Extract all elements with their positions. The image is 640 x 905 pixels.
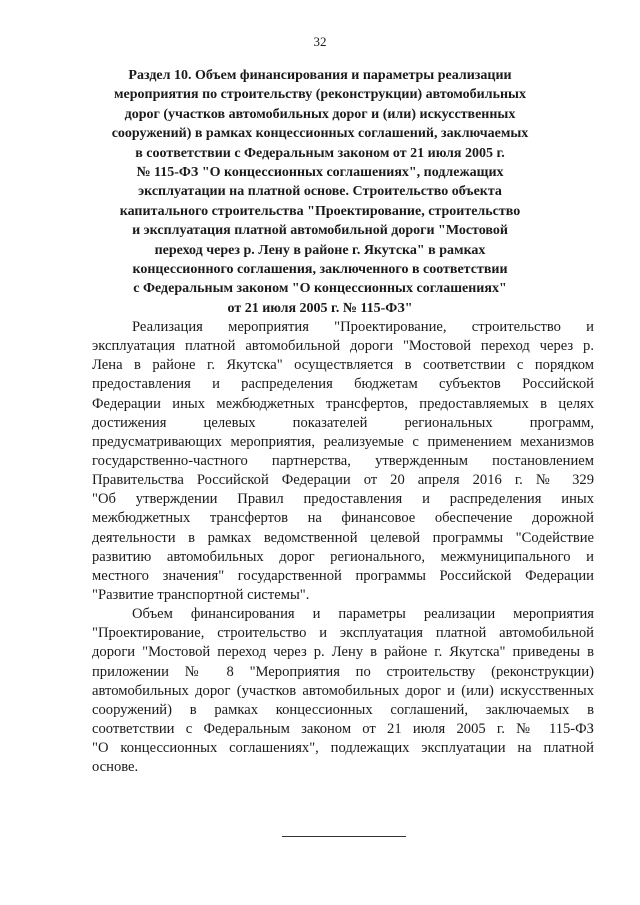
paragraph-line: "О концессионных соглашениях", подлежащих эксплуатации на платной — [92, 740, 594, 757]
heading-line: сооружений) в рамках концессионных соглашений, заключаемых — [111, 126, 529, 142]
paragraph-implementation — [92, 318, 594, 605]
footnote-separator — [282, 836, 406, 837]
paragraph-line: Правительства Российской Федерации от 20 апреля 2016 г. № 329 — [92, 472, 594, 489]
paragraph-line: государственно-частного партнерства, утвержденным постановлением — [92, 452, 594, 469]
page-number: 32 — [313, 34, 327, 49]
section-heading — [90, 66, 550, 318]
paragraph-line: предусматривающих мероприятия, реализуемые с применением механизмов — [92, 433, 594, 450]
heading-line: концессионного соглашения, заключенного в соответствии — [132, 262, 508, 278]
paragraph-line: предоставления и распределения бюджетам субъектов Российской — [92, 376, 594, 393]
paragraph-line: приложении № 8 "Мероприятия по строительству (реконструкции) — [92, 663, 594, 680]
paragraph-line: Объем финансирования и параметры реализации мероприятия — [132, 606, 594, 623]
paragraph-line: межбюджетных трансфертов на финансовое обеспечение дорожной — [92, 510, 594, 527]
paragraph-line: дороги "Мостовой переход через р. Лену в районе г. Якутска" приведены в — [92, 644, 594, 661]
paragraph-line: Лена в районе г. Якутска" осуществляется в соответствии с порядком — [92, 357, 594, 374]
paragraph-line: сооружений) в рамках концессионных соглашений, заключаемых в — [92, 701, 594, 718]
paragraph-line: основе. — [92, 759, 139, 776]
heading-line: дорог (участков автомобильных дорог и (или) искусственных — [124, 106, 516, 122]
heading-line: Раздел 10. Объем финансирования и параметры реализации — [128, 68, 512, 83]
paragraph-line: развитию автомобильных дорог регионального, межмуниципального и — [92, 548, 594, 565]
paragraph-line: "Проектирование, строительство и эксплуатация платной автомобильной — [92, 625, 594, 642]
body-text — [92, 318, 594, 777]
paragraph-line: эксплуатация платной автомобильной дороги "Мостовой переход через р. — [92, 338, 594, 355]
heading-line: № 115-ФЗ "О концессионных соглашениях", подлежащих — [136, 165, 504, 181]
paragraph-line: "Об утверждении Правил предоставления и распределения иных — [92, 491, 594, 508]
heading-line: от 21 июля 2005 г. № 115-ФЗ" — [227, 300, 413, 316]
paragraph-line: Реализация мероприятия "Проектирование, строительство и — [132, 319, 594, 335]
paragraph-line: соответствии с Федеральным законом от 21 июля 2005 г. № 115-ФЗ — [92, 720, 594, 737]
paragraph-financing — [92, 605, 594, 777]
heading-line: в соответствии с Федеральным законом от 21 июля 2005 г. — [135, 145, 505, 161]
heading-line: с Федеральным законом "О концессионных соглашениях" — [133, 281, 507, 297]
paragraph-line: Федерации иных межбюджетных трансфертов, предоставляемых в целях — [92, 395, 594, 412]
heading-line: мероприятия по строительству (реконструкции) автомобильных — [114, 87, 526, 103]
heading-line: капитального строительства "Проектирование, строительство — [119, 203, 521, 219]
paragraph-line: автомобильных дорог (участков автомобильных дорог и (или) искусственных — [92, 682, 594, 699]
heading-line: переход через р. Лену в районе г. Якутска" в рамках — [154, 242, 486, 258]
paragraph-line: достижения целевых показателей региональных программ, — [92, 414, 594, 431]
paragraph-line: деятельности в рамках ведомственной целевой программы "Содействие — [92, 529, 594, 546]
paragraph-line: "Развитие транспортной системы". — [92, 586, 310, 603]
heading-line: эксплуатации на платной основе. Строительство объекта — [138, 184, 502, 200]
heading-line: и эксплуатация платной автомобильной дороги "Мостовой — [132, 223, 508, 239]
paragraph-line: местного значения" государственной программы Российской Федерации — [92, 567, 594, 584]
